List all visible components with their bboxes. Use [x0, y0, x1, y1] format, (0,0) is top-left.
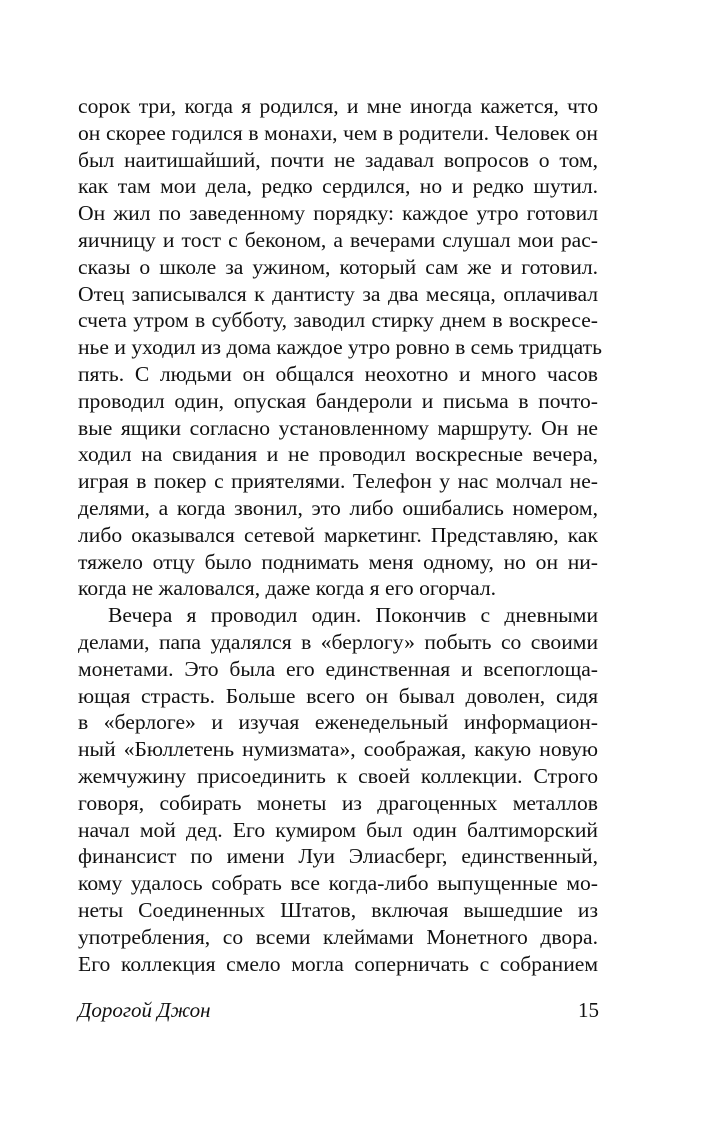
- page-number: 15: [578, 998, 599, 1022]
- text-line: говоря, собирать монеты из драгоценных металлов: [78, 790, 598, 815]
- text-line: тяжело отцу было поднимать меня одному, но он ни-: [78, 549, 598, 574]
- text-line: начал мой дед. Его кумиром был один балтиморский: [78, 817, 598, 842]
- text-line: сказы о школе за ужином, который сам же и готовил.: [78, 254, 598, 279]
- text-line: финансист по имени Луи Элиасберг, единственный,: [78, 844, 598, 869]
- text-line: проводил один, опуская бандероли и письма в почто-: [78, 388, 598, 413]
- text-line: вые ящики согласно установленному маршруту. Он не: [78, 415, 598, 440]
- text-line: делами, папа удалялся в «берлогу» побыть со своими: [78, 629, 598, 654]
- text-line: Отец записывался к дантисту за два месяца, оплачивал: [78, 281, 598, 306]
- running-footer-title: Дорогой Джон: [78, 998, 211, 1022]
- text-line: ный «Бюллетень нумизмата», соображая, какую новую: [78, 737, 598, 762]
- text-line: употребления, со всеми клеймами Монетного двора.: [78, 924, 598, 949]
- text-line: Его коллекция смело могла соперничать с собранием: [78, 951, 598, 976]
- text-line: сорок три, когда я родился, и мне иногда кажется, что: [78, 94, 598, 118]
- text-line: играя в покер с приятелями. Телефон у нас молчал не-: [78, 469, 598, 494]
- text-line: монетами. Это была его единственная и всепоглоща-: [78, 656, 598, 681]
- text-line: Он жил по заведенному порядку: каждое утро готовил: [78, 201, 598, 226]
- text-line: яичницу и тост с беконом, а вечерами слушал мои рас-: [78, 227, 598, 252]
- text-line: он скорее годился в монахи, чем в родители. Человек он: [78, 120, 598, 145]
- text-line: Вечера я проводил один. Покончив с дневными: [108, 603, 598, 628]
- text-line: когда не жаловался, даже когда я его огорчал.: [78, 576, 497, 601]
- text-line: был наитишайший, почти не задавал вопросов о том,: [78, 147, 598, 172]
- text-line: ходил на свидания и не проводил воскресные вечера,: [78, 442, 598, 467]
- text-line: жемчужину присоединить к своей коллекции. Строго: [78, 763, 598, 788]
- text-line: делями, а когда звонил, это либо ошибались номером,: [78, 495, 598, 520]
- text-line: неты Соединенных Штатов, включая вышедшие из: [78, 897, 598, 922]
- text-line: нье и уходил из дома каждое утро ровно в семь тридцать: [78, 335, 602, 360]
- text-line: в «берлоге» и изучая еженедельный информацион-: [78, 710, 598, 735]
- text-line: пять. С людьми он общался неохотно и много часов: [78, 361, 598, 386]
- text-line: как там мои дела, редко сердился, но и редко шутил.: [78, 174, 598, 199]
- text-line: либо оказывался сетевой маркетинг. Представляю, как: [78, 522, 598, 547]
- text-line: ющая страсть. Больше всего он бывал доволен, сидя: [78, 683, 598, 708]
- text-line: счета утром в субботу, заводил стирку днем в воскресе-: [78, 308, 598, 333]
- body-text: [78, 93, 602, 977]
- text-line: кому удалось собрать все когда-либо выпущенные мо-: [78, 871, 598, 896]
